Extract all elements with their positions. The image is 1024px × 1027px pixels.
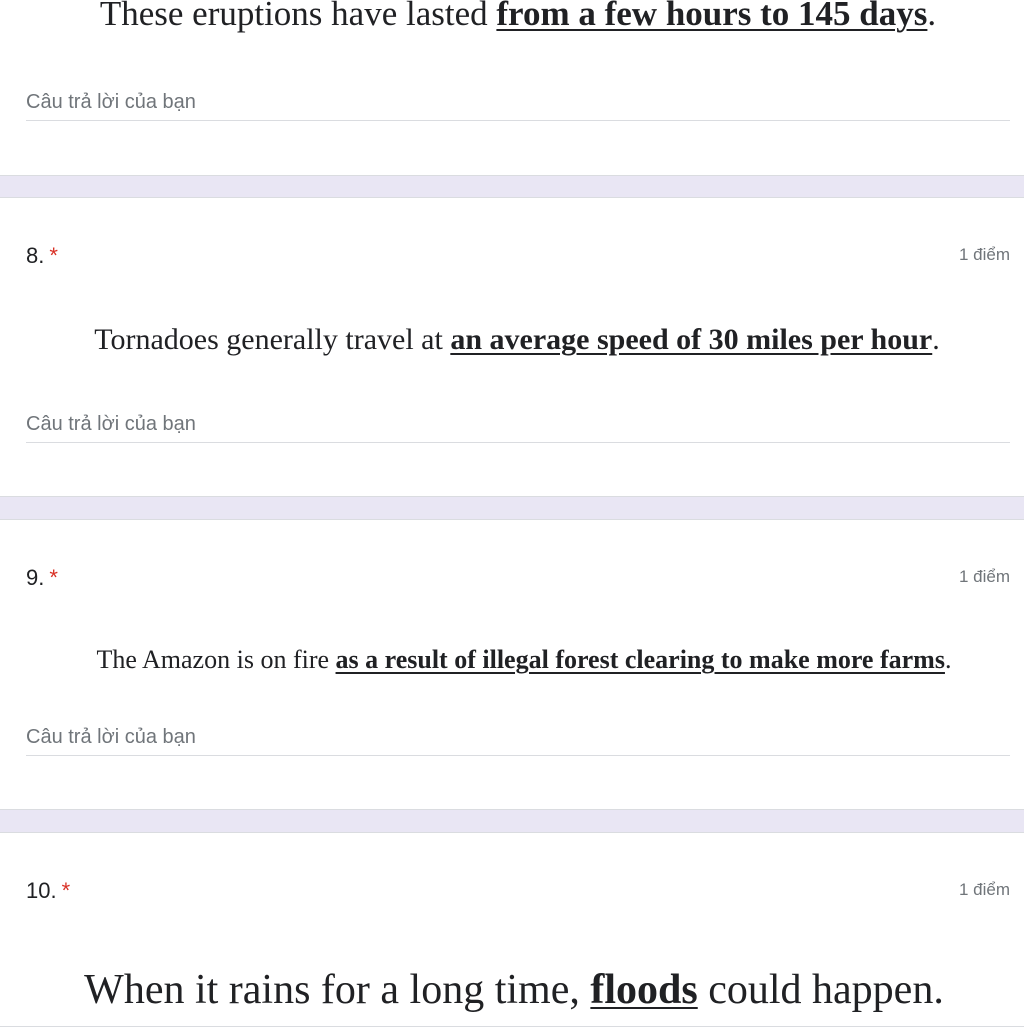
question-number-label: 10. (26, 878, 57, 903)
question-text-underlined: floods (590, 967, 698, 1013)
answer-field-container (26, 84, 1010, 121)
question-header (26, 243, 1010, 269)
question-text (0, 323, 1024, 357)
question-points: 1 điểm (958, 245, 1010, 264)
question-card-9 (0, 519, 1024, 810)
question-text-plain: The Amazon is on fire (96, 645, 336, 674)
question-points: 1 điểm (958, 880, 1010, 899)
question-text-underlined: from a few hours to 145 days (496, 0, 928, 33)
question-text (0, 0, 1024, 34)
required-asterisk: * (49, 565, 58, 590)
required-asterisk: * (61, 878, 71, 903)
question-header (26, 565, 1010, 591)
required-asterisk: * (49, 243, 58, 268)
answer-input-7[interactable] (26, 84, 1010, 120)
question-text-end: . (944, 645, 952, 674)
answer-input-8[interactable] (26, 406, 1010, 442)
question-points: 1 điểm (958, 567, 1010, 586)
answer-field-container (26, 406, 1010, 443)
question-card-10 (0, 832, 1024, 1027)
answer-input-9[interactable] (26, 719, 1010, 755)
question-text-end: could happen. (697, 967, 944, 1013)
question-text-end: . (932, 323, 940, 356)
question-text (0, 966, 1024, 1014)
question-number (26, 878, 70, 904)
question-text-underlined: as a result of illegal forest clearing to make more farms (335, 645, 945, 674)
question-text-plain: When it rains for a long time, (84, 967, 591, 1013)
question-text-end: . (927, 0, 937, 33)
question-number (26, 243, 58, 269)
answer-field-container (26, 719, 1010, 756)
question-text (0, 645, 1024, 675)
question-header (26, 878, 1010, 904)
question-number-label: 8. (26, 243, 45, 268)
question-card-7 (0, 0, 1024, 176)
question-text-underlined: an average speed of 30 miles per hour (450, 323, 933, 356)
question-text-plain: These eruptions have lasted (99, 0, 497, 33)
question-text-plain: Tornadoes generally travel at (94, 323, 451, 356)
question-number-label: 9. (26, 565, 45, 590)
question-card-8 (0, 197, 1024, 497)
question-number (26, 565, 58, 591)
